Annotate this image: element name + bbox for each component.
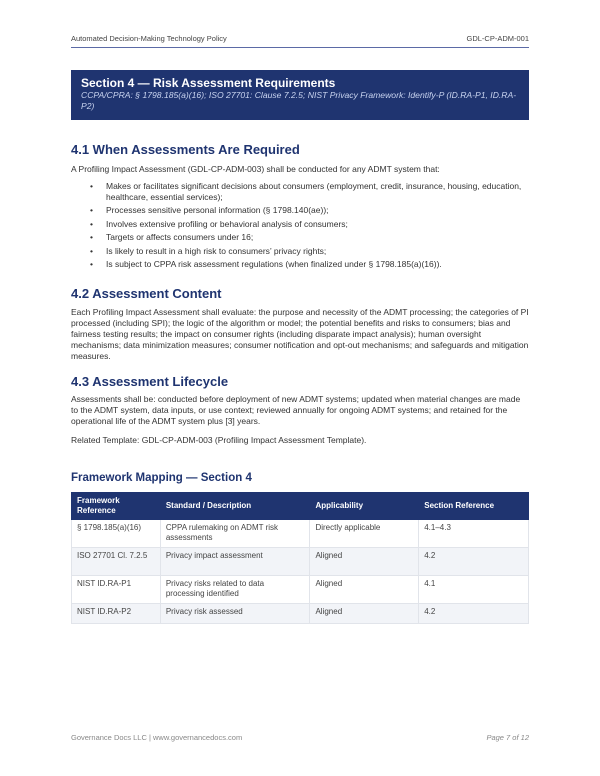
header-rule bbox=[71, 47, 529, 48]
table-row bbox=[72, 520, 529, 548]
table-row bbox=[72, 548, 529, 576]
table-cell: Aligned bbox=[310, 576, 419, 604]
page-header bbox=[71, 34, 529, 43]
heading-4-3: 4.3 Assessment Lifecycle bbox=[71, 374, 229, 389]
table-cell: Directly applicable bbox=[310, 520, 419, 548]
table-cell: CPPA rulemaking on ADMT risk assessments bbox=[160, 520, 310, 548]
table-cell: NIST ID.RA-P2 bbox=[72, 604, 161, 624]
bullet-list bbox=[71, 181, 529, 273]
column-header: Standard / Description bbox=[160, 493, 310, 520]
table-cell: 4.2 bbox=[419, 604, 529, 624]
page-number: Page 7 of 12 bbox=[486, 733, 529, 742]
table-cell: 4.1–4.3 bbox=[419, 520, 529, 548]
table-cell: ISO 27701 Cl. 7.2.5 bbox=[72, 548, 161, 576]
paragraph-4-3: Assessments shall be: conducted before deployment of new ADMT systems; updated when material changes are made to the ADMT system, data inputs, or use context; reviewed annually for ongoing ADMT systems; and retained for the operational life of the ADMT system plus [3] years. bbox=[71, 394, 521, 426]
framework-mapping-title: Framework Mapping — Section 4 bbox=[71, 472, 252, 484]
table-cell: 4.2 bbox=[419, 548, 529, 576]
paragraph-4-1-intro: A Profiling Impact Assessment (GDL-CP-ADM-003) shall be conducted for any ADMT system that: bbox=[71, 164, 440, 174]
table-cell: Privacy risk assessed bbox=[160, 604, 310, 624]
list-item: • Involves extensive profiling or behavioral analysis of consumers; bbox=[106, 219, 529, 230]
column-header: Section Reference bbox=[419, 493, 529, 520]
header-doc-id: GDL-CP-ADM-001 bbox=[466, 34, 529, 43]
table-row bbox=[72, 604, 529, 624]
section-banner bbox=[71, 70, 529, 120]
framework-mapping-table bbox=[71, 492, 529, 624]
table-cell: 4.1 bbox=[419, 576, 529, 604]
column-header: Applicability bbox=[310, 493, 419, 520]
table-cell: NIST ID.RA-P1 bbox=[72, 576, 161, 604]
heading-4-2: 4.2 Assessment Content bbox=[71, 286, 222, 301]
table-cell: Privacy impact assessment bbox=[160, 548, 310, 576]
list-item: • Makes or facilitates significant decisions about consumers (employment, credit, insurance, housing, education, healthcare, essential services); bbox=[106, 181, 529, 202]
table-cell: Privacy risks related to data processing identified bbox=[160, 576, 310, 604]
section-subtitle: CCPA/CPRA: § 1798.185(a)(16); ISO 27701: Clause 7.2.5; NIST Privacy Framework: Identify-P (ID.RA-P1, ID.RA-P2) bbox=[81, 90, 517, 111]
list-item: • Processes sensitive personal information (§ 1798.140(ae)); bbox=[106, 205, 529, 216]
table-row bbox=[72, 576, 529, 604]
section-title: Section 4 — Risk Assessment Requirements bbox=[81, 76, 336, 90]
table-cell: Aligned bbox=[310, 604, 419, 624]
table-cell: Aligned bbox=[310, 548, 419, 576]
header-title: Automated Decision-Making Technology Policy bbox=[71, 34, 227, 43]
list-item: • Targets or affects consumers under 16; bbox=[106, 232, 529, 243]
paragraph-4-2: Each Profiling Impact Assessment shall evaluate: the purpose and necessity of the ADMT processing; the categories of PI processed (including SPI); the logic of the algorithm or model; the potential benefits and risks to consumers; bias and fairness testing results; the impact on consumer rights (including disparate impact analysis); human oversight mechanisms; data minimization measures; consumer notification and opt-out mechanisms; and safeguards and mitigation measures. bbox=[71, 307, 529, 361]
column-header: Framework Reference bbox=[72, 493, 161, 520]
page-footer bbox=[71, 733, 529, 742]
table-cell: § 1798.185(a)(16) bbox=[72, 520, 161, 548]
footer-company: Governance Docs LLC | www.governancedocs.com bbox=[71, 733, 243, 742]
heading-4-1: 4.1 When Assessments Are Required bbox=[71, 142, 300, 157]
list-item: • Is likely to result in a high risk to consumers’ privacy rights; bbox=[106, 246, 529, 257]
list-item: • Is subject to CPPA risk assessment regulations (when finalized under § 1798.185(a)(16)). bbox=[106, 259, 529, 270]
related-template-text: Related Template: GDL-CP-ADM-003 (Profiling Impact Assessment Template). bbox=[71, 435, 367, 445]
table-header-row bbox=[72, 493, 529, 520]
